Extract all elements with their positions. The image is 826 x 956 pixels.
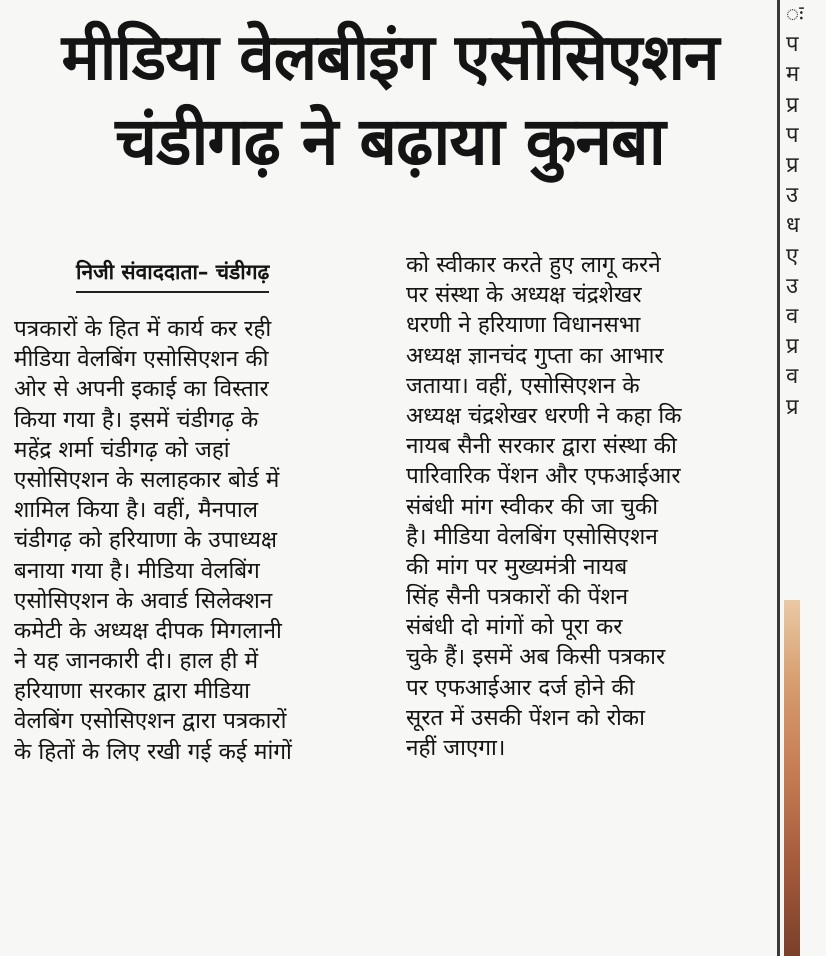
text-line: अध्यक्ष ज्ञानचंद गुप्ता का आभार — [406, 342, 664, 369]
byline: निजी संवाददाता– चंडीगढ़ — [76, 258, 269, 293]
text-line: संबंधी मांग स्वीकर की जा चुकी — [406, 493, 659, 520]
adjacent-char: ध — [786, 213, 800, 239]
text-line: के हितों के लिए रखी गई कई मांगों — [14, 738, 292, 765]
text-line: मीडिया वेलबिंग एसोसिएशन की — [14, 346, 269, 373]
text-line: की मांग पर मुख्यमंत्री नायब — [406, 553, 628, 580]
text-line: धरणी ने हरियाणा विधानसभा — [406, 312, 641, 339]
text-line: शामिल किया है। वहीं, मैनपाल — [14, 497, 258, 524]
text-line: एसोसिएशन के अवार्ड सिलेक्शन — [14, 587, 273, 614]
text-line: महेंद्र शर्मा चंडीगढ़ को जहां — [14, 436, 230, 463]
text-line: ने यह जानकारी दी। हाल ही में — [14, 648, 259, 675]
text-line: चुके हैं। इसमें अब किसी पत्रकार — [406, 644, 666, 671]
adjacent-article-strip — [781, 0, 804, 956]
adjacent-char: प — [786, 122, 799, 148]
adjacent-char: उ — [786, 273, 799, 299]
text-line: हरियाणा सरकार द्वारा मीडिया — [14, 678, 250, 705]
adjacent-char: प्र — [786, 394, 799, 420]
text-line: नहीं जाएगा। — [406, 735, 506, 761]
headline-line-2: चंडीगढ़ ने बढ़ाया कुनबा — [115, 102, 665, 180]
text-line: संबंधी दो मांगों को पूरा कर — [406, 614, 623, 641]
adjacent-char: प — [786, 32, 799, 58]
adjacent-char: प्र — [786, 334, 799, 360]
adjacent-char: ए — [786, 243, 799, 269]
text-line: जताया। वहीं, एसोसिएशन के — [406, 372, 640, 399]
text-line: चंडीगढ़ को हरियाणा के उपाध्यक्ष — [14, 527, 278, 554]
text-line: ओर से अपनी इकाई का विस्तार — [14, 376, 269, 403]
text-line: एसोसिएशन के सलाहकार बोर्ड में — [14, 466, 280, 493]
text-line: सूरत में उसकी पेंशन को रोका — [406, 704, 645, 731]
article-column-2 — [406, 250, 682, 763]
adjacent-photo-edge — [784, 600, 800, 956]
article-column-1 — [14, 314, 292, 767]
text-line: बनाया गया है। मीडिया वेलबिंग — [14, 557, 260, 584]
adjacent-char: व — [786, 304, 799, 330]
adjacent-char: प्र — [786, 153, 799, 179]
adjacent-char: व — [786, 364, 799, 390]
text-line: पर संस्था के अध्यक्ष चंद्रशेखर — [406, 282, 642, 309]
headline-line-1: मीडिया वेलबीइंग एसोसिएशन — [61, 21, 719, 95]
text-line: वेलबिंग एसोसिएशन द्वारा पत्रकारों — [14, 708, 287, 735]
adjacent-char: ः — [786, 2, 804, 27]
text-line: अध्यक्ष चंद्रशेखर धरणी ने कहा कि — [406, 402, 682, 429]
text-line: नायब सैनी सरकार द्वारा संस्था की — [406, 433, 677, 460]
adjacent-char: उ — [786, 183, 799, 209]
text-line: कमेटी के अध्यक्ष दीपक मिगलानी — [14, 617, 282, 644]
column-divider — [777, 0, 780, 956]
adjacent-char: म — [786, 62, 800, 88]
text-line: पत्रकारों के हित में कार्य कर रही — [14, 316, 272, 342]
text-line: है। मीडिया वेलबिंग एसोसिएशन — [406, 523, 658, 550]
text-line: किया गया है। इसमें चंडीगढ़ के — [14, 406, 259, 433]
text-line: सिंह सैनी पत्रकारों की पेंशन — [406, 584, 629, 611]
text-line: पर एफआईआर दर्ज होने की — [406, 674, 635, 701]
text-line: पारिवारिक पेंशन और एफआईआर — [406, 463, 681, 490]
text-line: को स्वीकार करते हुए लागू करने — [406, 252, 661, 278]
adjacent-article-chars — [786, 0, 826, 423]
adjacent-char: प्र — [786, 92, 799, 118]
headline — [0, 18, 780, 184]
